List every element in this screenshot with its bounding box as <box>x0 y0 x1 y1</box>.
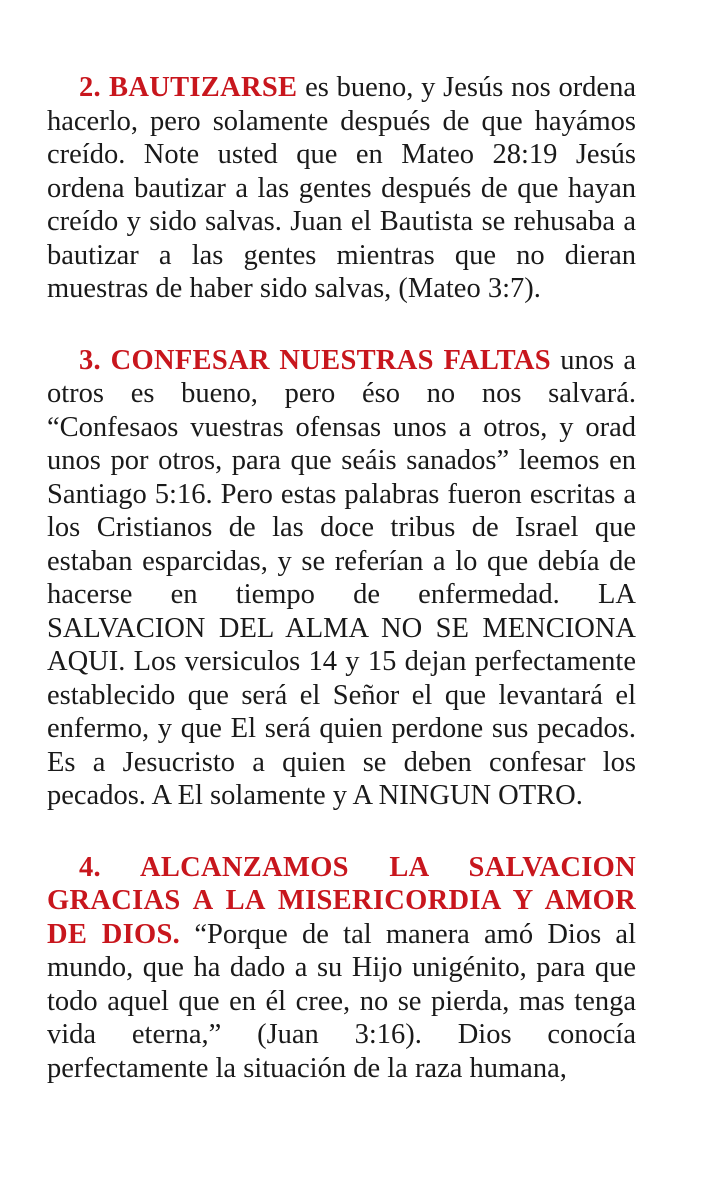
paragraph-text: “Porque de tal manera amó Dios al mundo, que ha dado a su Hijo unigénito, para que todo aquel que en él cree, no se pierda, mas tenga vida eterna,” (Juan 3:16). Dios conocía perfectamente la situación de la raza humana, <box>47 918 637 1084</box>
paragraph-bautizarse <box>47 71 636 306</box>
paragraph-heading: 2. BAUTIZARSE <box>79 72 298 103</box>
document-page <box>47 71 636 1085</box>
paragraph-text: unos a otros es bueno, pero éso no nos salvará. “Confesaos vuestras ofensas unos a otros, y orad unos por otros, para que seáis sanados” leemos en Santiago 5:16. Pero estas palabras fueron escritas a los Cristianos de las doce tribus de Israel que estaban esparcidas, y se referían a lo que debía de hacerse en tiempo de enfermedad. LA SALVACION DEL ALMA NO SE MENCIONA AQUI. Los versiculos 14 y 15 dejan perfectamente establecido que será el Señor el que levantará el enfermo, y que El será quien perdone sus pecados. Es a Jesucristo a quien se deben confesar los pecados. A El solamente y A NINGUN OTRO. <box>47 344 637 811</box>
paragraph-text: es bueno, y Jesús nos ordena hacerlo, pero solamente después de que hayámos creído. Note usted que en Mateo 28:19 Jesús ordena bautizar a las gentes después de que hayan creído y sido salvas. Juan el Bautista se rehusaba a bautizar a las gentes mientras que no dieran muestras de haber sido salvas, (Mateo 3:7). <box>47 72 636 304</box>
paragraph-heading: 3. CONFESAR NUESTRAS FALTAS <box>79 344 551 376</box>
paragraph-confesar <box>47 344 636 813</box>
paragraph-salvacion <box>47 851 636 1086</box>
paragraph-heading: 4. ALCANZAMOS LA SALVACION GRACIAS A LA MISERICORDIA Y AMOR DE DIOS. <box>47 851 636 950</box>
